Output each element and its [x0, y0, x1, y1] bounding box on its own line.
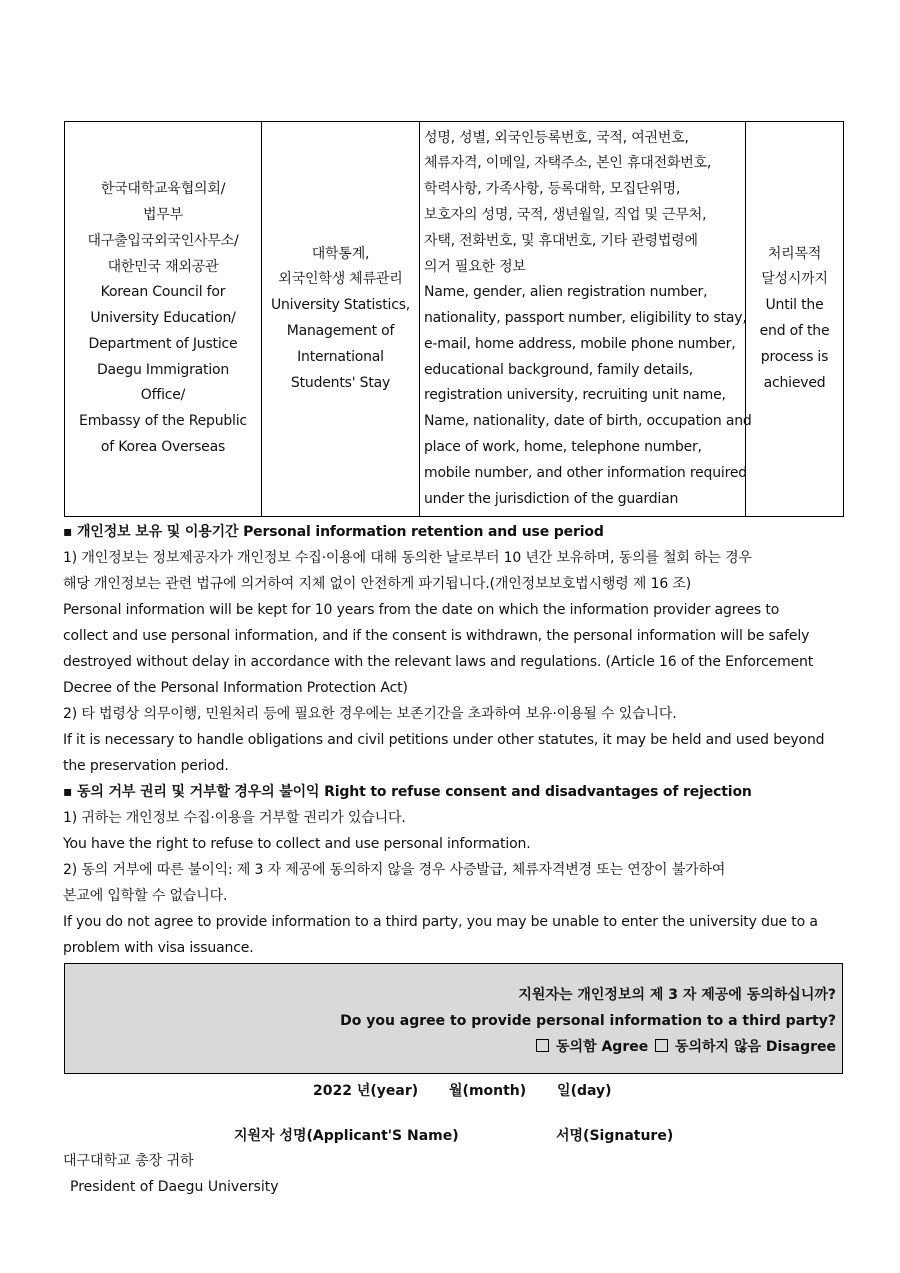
- consent-question-en: Do you agree to provide personal information to a third party?: [340, 1013, 836, 1029]
- agree-label: 동의함 Agree: [556, 1039, 649, 1055]
- recipient-line: 대한민국 재외공관: [107, 258, 219, 275]
- paragraph-line: 1) 귀하는 개인정보 수집·이용을 거부할 권리가 있습니다.: [63, 810, 406, 826]
- paragraph-line: destroyed without delay in accordance with the relevant laws and regulations. (Article 16 of the Enforcement: [63, 654, 814, 670]
- recipient-line: Korean Council for: [100, 284, 226, 301]
- paragraph-line: 2) 타 법령상 의무이행, 민원처리 등에 필요한 경우에는 보존기간을 초과하여 보유·이용될 수 있습니다.: [63, 706, 677, 722]
- consent-question-ko: 지원자는 개인정보의 제 3 자 제공에 동의하십니까?: [518, 987, 836, 1003]
- period-cell: [746, 122, 844, 517]
- recipient-line: Department of Justice: [88, 335, 238, 352]
- date-line: [313, 1079, 638, 1103]
- items-line: 학력사항, 가족사항, 등록대학, 모집단위명,: [424, 181, 681, 198]
- date-year: 2022 년(year): [313, 1083, 419, 1099]
- items-line: Name, gender, alien registration number,: [424, 284, 708, 301]
- paragraph-line: If you do not agree to provide information to a third party, you may be unable to enter the university due to a: [63, 914, 818, 930]
- recipient-line: 대구출입국외국인사무소/: [87, 232, 239, 249]
- items-line: mobile number, and other information required: [424, 464, 747, 481]
- paragraph-line: collect and use personal information, and if the consent is withdrawn, the personal information will be safely: [63, 628, 810, 644]
- purpose-line: Management of: [286, 323, 395, 339]
- purpose-cell: [262, 122, 420, 517]
- purpose-line: University Statistics,: [270, 297, 411, 314]
- date-month: 월(month): [449, 1083, 527, 1099]
- paragraph-line: 1) 개인정보는 정보제공자가 개인정보 수집·이용에 대해 동의한 날로부터 10 년간 보유하며, 동의를 철회 하는 경우: [63, 550, 752, 566]
- addressee-korean: 대구대학교 총장 귀하: [63, 1153, 194, 1169]
- items-line: registration university, recruiting unit name,: [424, 387, 726, 404]
- applicant-name-label: 지원자 성명(Applicant'S Name): [234, 1128, 459, 1144]
- disagree-checkbox[interactable]: [655, 1039, 668, 1052]
- items-line: Name, nationality, date of birth, occupation and: [424, 413, 752, 430]
- items-line: 의거 필요한 정보: [424, 258, 526, 275]
- items-line: 보호자의 성명, 국적, 생년월일, 직업 및 근무처,: [424, 206, 707, 223]
- purpose-line: 외국인학생 체류관리: [278, 271, 403, 288]
- section-heading-refusal: ▪ 동의 거부 권리 및 거부할 경우의 불이익 Right to refuse consent and disadvantages of rejection: [63, 784, 752, 800]
- recipient-line: University Education/: [90, 310, 236, 327]
- consent-box: [64, 963, 843, 1074]
- items-line: 자택, 전화번호, 및 휴대번호, 기타 관령법령에: [424, 232, 698, 249]
- recipient-line: 법무부: [143, 206, 183, 223]
- recipient-line: 한국대학교육협의회/: [100, 181, 226, 198]
- paragraph-line: Personal information will be kept for 10 years from the date on which the information provider agrees to: [63, 602, 780, 618]
- recipient-line: Office/: [140, 387, 186, 404]
- paragraph-line: If it is necessary to handle obligations and civil petitions under other statutes, it may be held and used beyond: [63, 732, 825, 748]
- policy-text: [63, 519, 853, 961]
- recipient-cell: [65, 122, 262, 517]
- consent-options: [65, 1034, 836, 1060]
- recipient-line: of Korea Overseas: [100, 439, 226, 456]
- paragraph-line: the preservation period.: [63, 758, 229, 774]
- period-line: Until the: [765, 297, 824, 314]
- period-line: process is: [760, 348, 829, 365]
- recipient-line: Daegu Immigration: [96, 361, 230, 378]
- items-line: nationality, passport number, eligibility to stay,: [424, 310, 747, 327]
- items-line: 성명, 성별, 외국인등록번호, 국적, 여권번호,: [424, 129, 689, 146]
- items-line: 체류자격, 이메일, 자택주소, 본인 휴대전화번호,: [424, 155, 712, 172]
- paragraph-line: problem with visa issuance.: [63, 940, 254, 956]
- date-day: 일(day): [557, 1083, 612, 1099]
- purpose-line: 대학통계,: [311, 245, 370, 262]
- signature-label: 서명(Signature): [556, 1128, 674, 1144]
- purpose-line: Students' Stay: [290, 374, 391, 391]
- paragraph-line: 2) 동의 거부에 따른 불이익: 제 3 자 제공에 동의하지 않을 경우 사증발급, 체류자격변경 또는 연장이 불가하여: [63, 862, 726, 878]
- table-row: [65, 122, 844, 517]
- third-party-provision-table: [64, 121, 844, 517]
- section-heading-retention: ▪ 개인정보 보유 및 이용기간 Personal information retention and use period: [63, 524, 604, 540]
- period-line: achieved: [763, 374, 826, 391]
- paragraph-line: Decree of the Personal Information Protection Act): [63, 680, 408, 696]
- items-line: e-mail, home address, mobile phone number,: [424, 335, 736, 352]
- items-line: place of work, home, telephone number,: [424, 439, 702, 456]
- recipient-line: Embassy of the Republic: [79, 413, 247, 430]
- paragraph-line: 해당 개인정보는 관련 법규에 의거하여 지체 없이 안전하게 파기됩니다.(개인정보보호법시행령 제 16 조): [63, 576, 692, 592]
- disagree-label: 동의하지 않음 Disagree: [674, 1039, 836, 1055]
- period-line: 처리목적: [767, 245, 822, 262]
- addressee-english: President of Daegu University: [70, 1179, 279, 1195]
- paragraph-line: 본교에 입학할 수 없습니다.: [63, 888, 228, 904]
- period-line: 달성시까지: [761, 271, 828, 288]
- items-cell: [420, 122, 752, 517]
- agree-checkbox[interactable]: [536, 1039, 549, 1052]
- period-line: end of the: [759, 323, 830, 339]
- items-line: educational background, family details,: [424, 361, 694, 378]
- items-line: under the jurisdiction of the guardian: [424, 490, 679, 507]
- purpose-line: International: [297, 348, 384, 365]
- paragraph-line: You have the right to refuse to collect and use personal information.: [63, 836, 531, 852]
